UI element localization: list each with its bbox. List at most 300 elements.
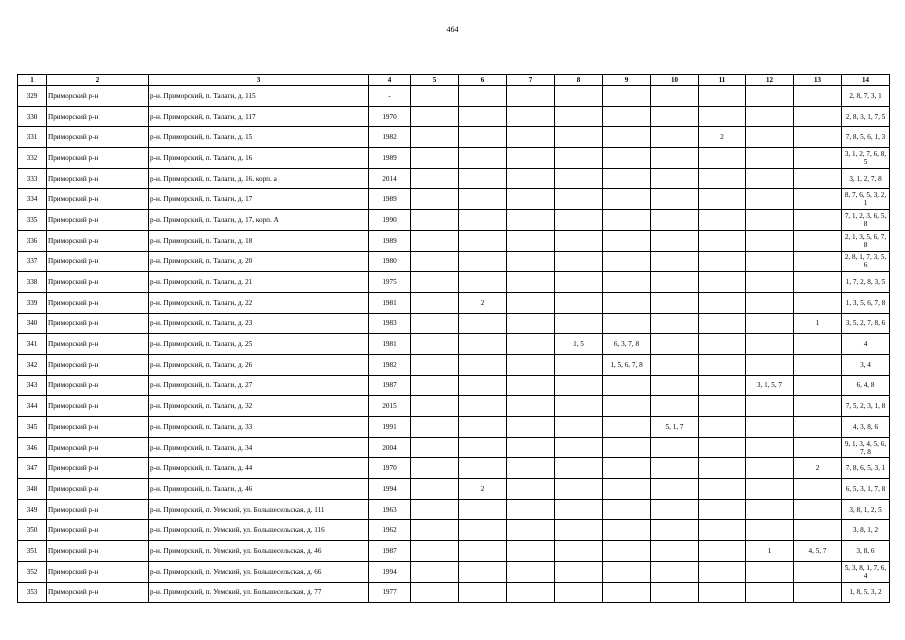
row-number-cell: 339 <box>18 292 47 313</box>
col-12-cell <box>746 272 794 293</box>
year-cell: 2004 <box>369 437 411 458</box>
col-7-cell <box>507 230 555 251</box>
table-row <box>18 437 890 458</box>
col-6-cell <box>459 86 507 107</box>
address-cell: р-н. Приморский, п. Талаги, д. 23 <box>149 313 369 334</box>
col-10-cell <box>651 334 699 355</box>
col-14-cell: 3, 8, 1, 2 <box>842 520 890 541</box>
address-cell: р-н. Приморский, п. Талаги, д. 15 <box>149 127 369 148</box>
year-cell: 1963 <box>369 499 411 520</box>
col-12-cell <box>746 168 794 189</box>
col-11-cell <box>699 272 746 293</box>
district-cell: Приморский р-н <box>47 127 149 148</box>
col-8-cell <box>555 292 603 313</box>
col-13-cell <box>794 127 842 148</box>
district-cell: Приморский р-н <box>47 375 149 396</box>
col-11-cell <box>699 106 746 127</box>
col-13-cell <box>794 396 842 417</box>
col-8-cell: 1, 5 <box>555 334 603 355</box>
year-cell: 1987 <box>369 541 411 562</box>
col-12-cell <box>746 251 794 272</box>
address-cell: р-н. Приморский, п. Уемский, ул. Большесельская, д. 77 <box>149 582 369 603</box>
col-7-cell <box>507 86 555 107</box>
col-7-cell <box>507 210 555 231</box>
col-11-cell <box>699 354 746 375</box>
col-7-cell <box>507 520 555 541</box>
district-cell: Приморский р-н <box>47 292 149 313</box>
col-13-cell <box>794 437 842 458</box>
col-7-cell <box>507 168 555 189</box>
col-9-cell <box>603 210 651 231</box>
row-number-cell: 343 <box>18 375 47 396</box>
col-14-cell: 2, 1, 3, 5, 6, 7, 8 <box>842 230 890 251</box>
row-number-cell: 340 <box>18 313 47 334</box>
col-9-cell <box>603 86 651 107</box>
col-5-cell <box>411 292 459 313</box>
col-11-cell <box>699 520 746 541</box>
district-cell: Приморский р-н <box>47 106 149 127</box>
col-13-cell <box>794 561 842 582</box>
column-header-13: 13 <box>794 75 842 86</box>
col-6-cell <box>459 375 507 396</box>
year-cell: 1994 <box>369 479 411 500</box>
col-14-cell: 7, 8, 6, 5, 3, 1 <box>842 458 890 479</box>
col-12-cell <box>746 106 794 127</box>
col-7-cell <box>507 458 555 479</box>
col-9-cell <box>603 520 651 541</box>
col-14-cell: 1, 8, 5, 3, 2 <box>842 582 890 603</box>
col-8-cell <box>555 86 603 107</box>
table-row <box>18 272 890 293</box>
col-11-cell <box>699 417 746 438</box>
col-13-cell: 1 <box>794 313 842 334</box>
col-8-cell <box>555 106 603 127</box>
table-row <box>18 292 890 313</box>
col-7-cell <box>507 499 555 520</box>
column-header-2: 2 <box>47 75 149 86</box>
col-6-cell <box>459 272 507 293</box>
district-cell: Приморский р-н <box>47 541 149 562</box>
col-12-cell <box>746 520 794 541</box>
col-7-cell <box>507 582 555 603</box>
row-number-cell: 333 <box>18 168 47 189</box>
year-cell: - <box>369 86 411 107</box>
year-cell: 1977 <box>369 582 411 603</box>
col-5-cell <box>411 251 459 272</box>
row-number-cell: 352 <box>18 561 47 582</box>
col-6-cell <box>459 106 507 127</box>
col-7-cell <box>507 396 555 417</box>
col-12-cell <box>746 417 794 438</box>
col-12-cell: 3, 1, 5, 7 <box>746 375 794 396</box>
col-5-cell <box>411 582 459 603</box>
address-cell: р-н. Приморский, п. Талаги, д. 34 <box>149 437 369 458</box>
col-12-cell <box>746 292 794 313</box>
col-11-cell <box>699 437 746 458</box>
col-7-cell <box>507 354 555 375</box>
row-number-cell: 353 <box>18 582 47 603</box>
col-8-cell <box>555 148 603 169</box>
col-13-cell <box>794 272 842 293</box>
col-13-cell <box>794 499 842 520</box>
table-row <box>18 210 890 231</box>
year-cell: 1990 <box>369 210 411 231</box>
row-number-cell: 348 <box>18 479 47 500</box>
col-10-cell <box>651 168 699 189</box>
col-10-cell <box>651 272 699 293</box>
address-cell: р-н. Приморский, п. Уемский, ул. Большесельская, д. 111 <box>149 499 369 520</box>
column-header-9: 9 <box>603 75 651 86</box>
col-12-cell: 1 <box>746 541 794 562</box>
column-header-4: 4 <box>369 75 411 86</box>
address-cell: р-н. Приморский, п. Талаги, д. 32 <box>149 396 369 417</box>
address-cell: р-н. Приморский, п. Талаги, д. 44 <box>149 458 369 479</box>
col-6-cell: 2 <box>459 292 507 313</box>
col-5-cell <box>411 499 459 520</box>
col-9-cell <box>603 292 651 313</box>
address-cell: р-н. Приморский, п. Талаги, д. 17 <box>149 189 369 210</box>
year-cell: 1980 <box>369 251 411 272</box>
col-12-cell <box>746 189 794 210</box>
district-cell: Приморский р-н <box>47 148 149 169</box>
column-header-5: 5 <box>411 75 459 86</box>
col-6-cell <box>459 396 507 417</box>
col-10-cell <box>651 148 699 169</box>
table-row <box>18 396 890 417</box>
col-7-cell <box>507 251 555 272</box>
col-6-cell <box>459 127 507 148</box>
col-9-cell <box>603 272 651 293</box>
table-row <box>18 334 890 355</box>
col-11-cell <box>699 334 746 355</box>
year-cell: 1982 <box>369 127 411 148</box>
col-14-cell: 7, 8, 5, 6, 1, 3 <box>842 127 890 148</box>
col-9-cell <box>603 168 651 189</box>
col-13-cell <box>794 189 842 210</box>
col-6-cell <box>459 354 507 375</box>
col-5-cell <box>411 458 459 479</box>
year-cell: 1983 <box>369 313 411 334</box>
col-7-cell <box>507 479 555 500</box>
col-12-cell <box>746 86 794 107</box>
col-12-cell <box>746 313 794 334</box>
year-cell: 1962 <box>369 520 411 541</box>
col-5-cell <box>411 334 459 355</box>
col-5-cell <box>411 541 459 562</box>
col-8-cell <box>555 499 603 520</box>
col-7-cell <box>507 148 555 169</box>
col-7-cell <box>507 334 555 355</box>
col-12-cell <box>746 437 794 458</box>
col-9-cell <box>603 396 651 417</box>
col-9-cell: 1, 5, 6, 7, 8 <box>603 354 651 375</box>
district-cell: Приморский р-н <box>47 437 149 458</box>
page-number: 464 <box>446 25 459 34</box>
col-9-cell <box>603 313 651 334</box>
col-12-cell <box>746 210 794 231</box>
address-cell: р-н. Приморский, п. Талаги, д. 17, корп. А <box>149 210 369 231</box>
col-12-cell <box>746 458 794 479</box>
table-row <box>18 479 890 500</box>
col-5-cell <box>411 417 459 438</box>
column-header-6: 6 <box>459 75 507 86</box>
column-header-7: 7 <box>507 75 555 86</box>
col-13-cell <box>794 251 842 272</box>
col-6-cell <box>459 582 507 603</box>
col-13-cell <box>794 479 842 500</box>
col-6-cell <box>459 458 507 479</box>
col-9-cell <box>603 230 651 251</box>
col-5-cell <box>411 375 459 396</box>
address-cell: р-н. Приморский, п. Талаги, д. 22 <box>149 292 369 313</box>
column-header-3: 3 <box>149 75 369 86</box>
row-number-cell: 346 <box>18 437 47 458</box>
year-cell: 1989 <box>369 230 411 251</box>
address-cell: р-н. Приморский, п. Талаги, д. 18 <box>149 230 369 251</box>
table-row <box>18 251 890 272</box>
district-cell: Приморский р-н <box>47 313 149 334</box>
col-12-cell <box>746 479 794 500</box>
col-13-cell <box>794 417 842 438</box>
col-5-cell <box>411 272 459 293</box>
col-12-cell <box>746 561 794 582</box>
col-9-cell <box>603 148 651 169</box>
col-13-cell <box>794 354 842 375</box>
col-7-cell <box>507 561 555 582</box>
col-12-cell <box>746 354 794 375</box>
col-8-cell <box>555 189 603 210</box>
col-9-cell: 6, 3, 7, 8 <box>603 334 651 355</box>
col-10-cell <box>651 189 699 210</box>
column-header-1: 1 <box>18 75 47 86</box>
address-cell: р-н. Приморский, п. Уемский, ул. Большесельская, д. 116 <box>149 520 369 541</box>
col-7-cell <box>507 541 555 562</box>
col-8-cell <box>555 272 603 293</box>
address-cell: р-н. Приморский, п. Талаги, д. 117 <box>149 106 369 127</box>
col-10-cell <box>651 86 699 107</box>
table-row <box>18 375 890 396</box>
table-row <box>18 86 890 107</box>
col-7-cell <box>507 127 555 148</box>
year-cell: 1970 <box>369 106 411 127</box>
col-5-cell <box>411 313 459 334</box>
col-10-cell <box>651 354 699 375</box>
col-11-cell <box>699 458 746 479</box>
col-5-cell <box>411 106 459 127</box>
row-number-cell: 350 <box>18 520 47 541</box>
table-row <box>18 189 890 210</box>
col-10-cell <box>651 127 699 148</box>
register-table <box>17 74 890 603</box>
col-6-cell <box>459 334 507 355</box>
row-number-cell: 336 <box>18 230 47 251</box>
column-header-12: 12 <box>746 75 794 86</box>
col-14-cell: 5, 3, 8, 1, 7, 6, 4 <box>842 561 890 582</box>
col-14-cell: 3, 1, 2, 7, 6, 8, 5 <box>842 148 890 169</box>
col-5-cell <box>411 189 459 210</box>
col-14-cell: 4 <box>842 334 890 355</box>
col-14-cell: 8, 7, 6, 5, 3, 2, 1 <box>842 189 890 210</box>
col-5-cell <box>411 354 459 375</box>
col-12-cell <box>746 230 794 251</box>
row-number-cell: 345 <box>18 417 47 438</box>
col-12-cell <box>746 396 794 417</box>
col-5-cell <box>411 127 459 148</box>
col-10-cell <box>651 210 699 231</box>
row-number-cell: 342 <box>18 354 47 375</box>
year-cell: 2015 <box>369 396 411 417</box>
district-cell: Приморский р-н <box>47 499 149 520</box>
col-5-cell <box>411 86 459 107</box>
col-6-cell <box>459 148 507 169</box>
col-11-cell <box>699 148 746 169</box>
col-7-cell <box>507 106 555 127</box>
col-10-cell <box>651 582 699 603</box>
row-number-cell: 331 <box>18 127 47 148</box>
col-13-cell <box>794 210 842 231</box>
address-cell: р-н. Приморский, п. Уемский, ул. Большесельская, д. 46 <box>149 541 369 562</box>
col-10-cell <box>651 375 699 396</box>
col-10-cell <box>651 292 699 313</box>
address-cell: р-н. Приморский, п. Талаги, д. 21 <box>149 272 369 293</box>
col-11-cell <box>699 86 746 107</box>
row-number-cell: 332 <box>18 148 47 169</box>
col-10-cell <box>651 230 699 251</box>
col-14-cell: 4, 3, 8, 6 <box>842 417 890 438</box>
col-6-cell <box>459 251 507 272</box>
row-number-cell: 334 <box>18 189 47 210</box>
col-6-cell <box>459 313 507 334</box>
col-14-cell: 3, 8, 6 <box>842 541 890 562</box>
col-6-cell <box>459 417 507 438</box>
table-row <box>18 561 890 582</box>
col-7-cell <box>507 292 555 313</box>
col-6-cell <box>459 168 507 189</box>
district-cell: Приморский р-н <box>47 251 149 272</box>
address-cell: р-н. Приморский, п. Уемский, ул. Большесельская, д. 66 <box>149 561 369 582</box>
col-11-cell <box>699 582 746 603</box>
col-10-cell <box>651 541 699 562</box>
col-6-cell <box>459 230 507 251</box>
col-8-cell <box>555 458 603 479</box>
col-5-cell <box>411 148 459 169</box>
col-7-cell <box>507 272 555 293</box>
district-cell: Приморский р-н <box>47 354 149 375</box>
year-cell: 1981 <box>369 292 411 313</box>
col-11-cell <box>699 375 746 396</box>
col-8-cell <box>555 251 603 272</box>
column-header-11: 11 <box>699 75 746 86</box>
col-10-cell <box>651 106 699 127</box>
col-5-cell <box>411 520 459 541</box>
table-row <box>18 168 890 189</box>
year-cell: 1970 <box>369 458 411 479</box>
col-10-cell <box>651 313 699 334</box>
col-11-cell <box>699 396 746 417</box>
col-11-cell <box>699 479 746 500</box>
col-9-cell <box>603 251 651 272</box>
col-12-cell <box>746 127 794 148</box>
col-13-cell <box>794 230 842 251</box>
table-row <box>18 106 890 127</box>
col-14-cell: 3, 1, 2, 7, 8 <box>842 168 890 189</box>
col-6-cell <box>459 499 507 520</box>
year-cell: 1975 <box>369 272 411 293</box>
col-5-cell <box>411 168 459 189</box>
table-row <box>18 541 890 562</box>
col-9-cell <box>603 106 651 127</box>
col-13-cell: 2 <box>794 458 842 479</box>
col-14-cell: 3, 5, 2, 7, 8, 6 <box>842 313 890 334</box>
col-14-cell: 7, 5, 2, 3, 1, 8 <box>842 396 890 417</box>
col-12-cell <box>746 582 794 603</box>
district-cell: Приморский р-н <box>47 458 149 479</box>
row-number-cell: 351 <box>18 541 47 562</box>
col-14-cell: 6, 4, 8 <box>842 375 890 396</box>
col-10-cell: 5, 1, 7 <box>651 417 699 438</box>
col-14-cell: 2, 8, 1, 7, 3, 5, 6 <box>842 251 890 272</box>
year-cell: 1981 <box>369 334 411 355</box>
col-14-cell: 1, 3, 5, 6, 7, 8 <box>842 292 890 313</box>
column-header-8: 8 <box>555 75 603 86</box>
col-12-cell <box>746 148 794 169</box>
year-cell: 1989 <box>369 189 411 210</box>
district-cell: Приморский р-н <box>47 396 149 417</box>
col-7-cell <box>507 437 555 458</box>
col-13-cell <box>794 106 842 127</box>
col-10-cell <box>651 251 699 272</box>
col-8-cell <box>555 210 603 231</box>
col-11-cell <box>699 292 746 313</box>
table-row <box>18 417 890 438</box>
col-5-cell <box>411 396 459 417</box>
col-12-cell <box>746 499 794 520</box>
row-number-cell: 337 <box>18 251 47 272</box>
year-cell: 2014 <box>369 168 411 189</box>
col-8-cell <box>555 313 603 334</box>
col-8-cell <box>555 375 603 396</box>
table-row <box>18 313 890 334</box>
col-6-cell <box>459 437 507 458</box>
col-8-cell <box>555 354 603 375</box>
year-cell: 1991 <box>369 417 411 438</box>
col-9-cell <box>603 127 651 148</box>
col-13-cell <box>794 582 842 603</box>
col-9-cell <box>603 458 651 479</box>
row-number-cell: 344 <box>18 396 47 417</box>
col-7-cell <box>507 313 555 334</box>
col-10-cell <box>651 561 699 582</box>
address-cell: р-н. Приморский, п. Талаги, д. 25 <box>149 334 369 355</box>
col-11-cell <box>699 499 746 520</box>
col-11-cell <box>699 541 746 562</box>
address-cell: р-н. Приморский, п. Талаги, д. 20 <box>149 251 369 272</box>
col-6-cell <box>459 210 507 231</box>
col-10-cell <box>651 437 699 458</box>
table-row <box>18 458 890 479</box>
col-10-cell <box>651 520 699 541</box>
col-6-cell: 2 <box>459 479 507 500</box>
address-cell: р-н. Приморский, п. Талаги, д. 33 <box>149 417 369 438</box>
district-cell: Приморский р-н <box>47 86 149 107</box>
col-13-cell <box>794 86 842 107</box>
district-cell: Приморский р-н <box>47 520 149 541</box>
row-number-cell: 330 <box>18 106 47 127</box>
col-11-cell <box>699 313 746 334</box>
col-13-cell: 4, 5, 7 <box>794 541 842 562</box>
col-14-cell: 7, 1, 2, 3, 6, 5, 8 <box>842 210 890 231</box>
col-11-cell <box>699 230 746 251</box>
